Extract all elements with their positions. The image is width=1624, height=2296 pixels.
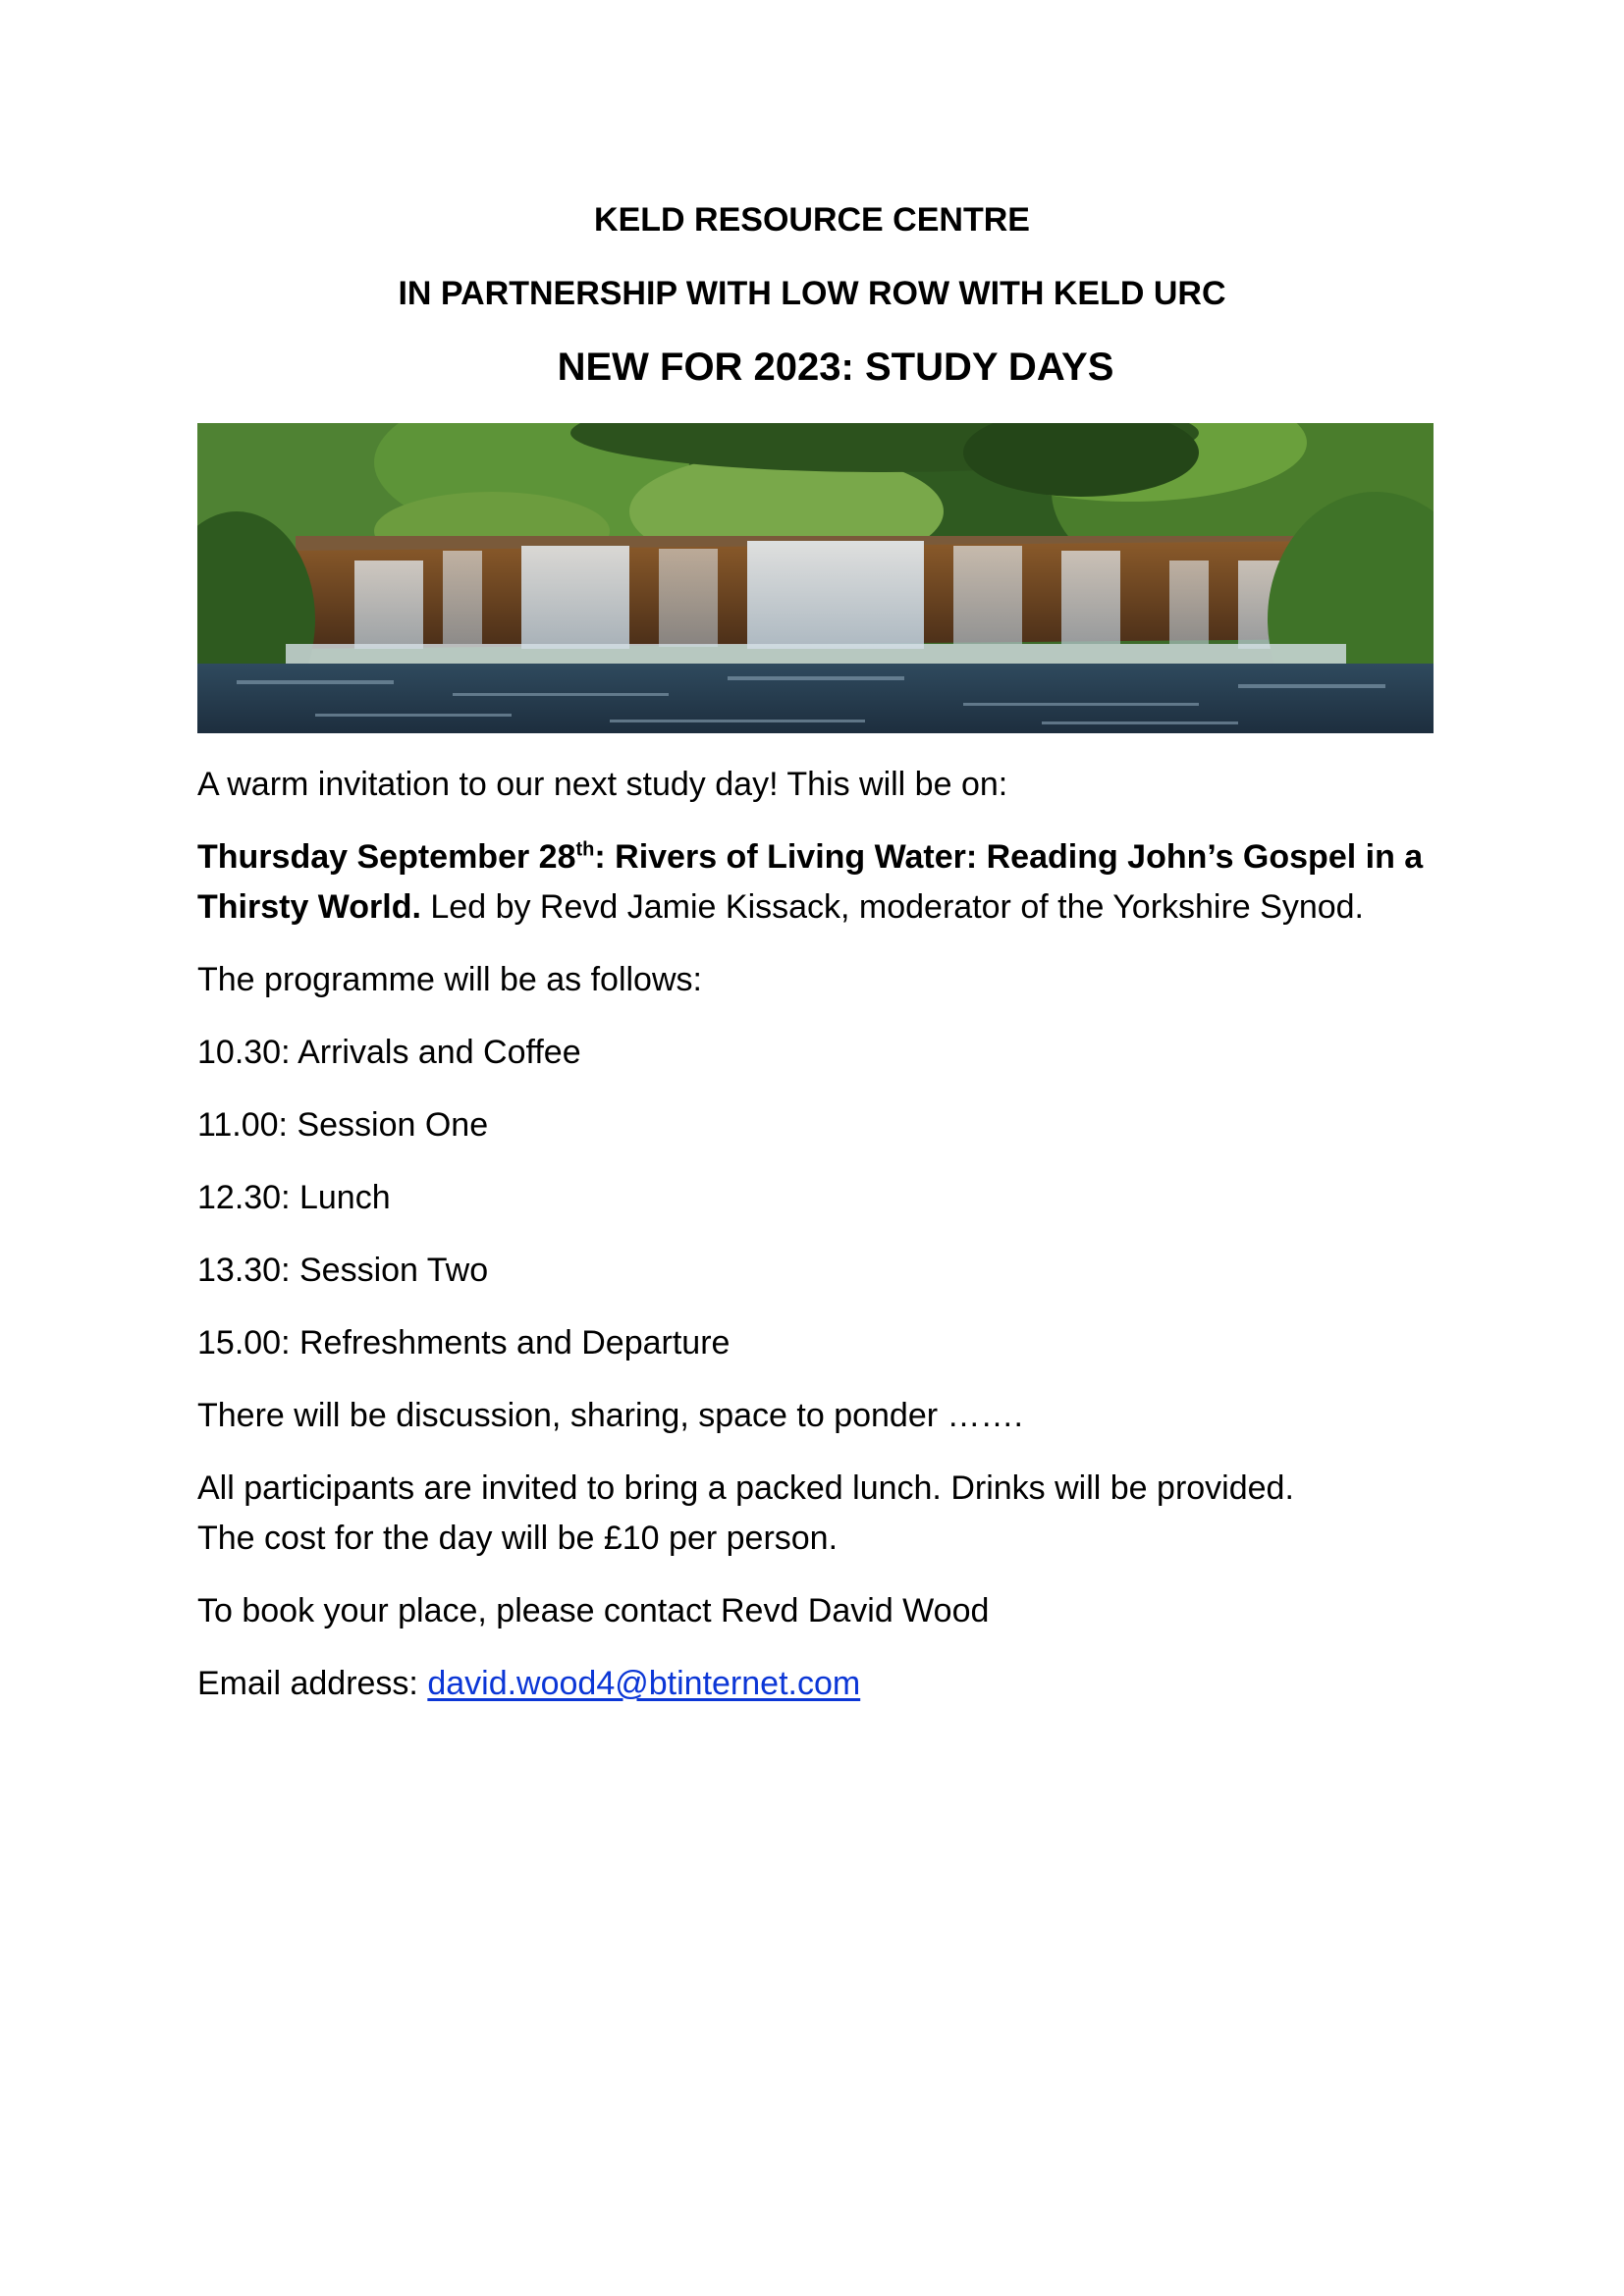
intro-text: A warm invitation to our next study day! This will be on:: [197, 766, 1008, 803]
partnership-heading: IN PARTNERSHIP WITH LOW ROW WITH KELD URC: [398, 275, 1226, 312]
programme-intro: The programme will be as follows:: [197, 961, 702, 998]
programme-item: 10.30: Arrivals and Coffee: [197, 1034, 581, 1071]
event-title-part-2: Thirsty World.: [197, 888, 421, 926]
event-title-part-1: : Rivers of Living Water: Reading John’s Gospel in a: [594, 838, 1424, 876]
event-day: Thursday September 28: [197, 838, 576, 876]
email-link[interactable]: david.wood4@btinternet.com: [427, 1665, 861, 1702]
page-title: NEW FOR 2023: STUDY DAYS: [557, 346, 1114, 389]
waterfall-photo: [197, 423, 1434, 733]
programme-item: 13.30: Session Two: [197, 1252, 489, 1289]
event-line-1: [197, 832, 1474, 882]
lunch-text: All participants are invited to bring a packed lunch. Drinks will be provided.: [197, 1469, 1294, 1507]
email-line: [197, 1659, 1474, 1709]
event-line-2: [197, 882, 1474, 933]
cost-text: The cost for the day will be £10 per person.: [197, 1520, 839, 1557]
booking-text: To book your place, please contact Revd David Wood: [197, 1592, 990, 1629]
discussion-text: There will be discussion, sharing, space to ponder …….: [197, 1397, 1023, 1434]
email-label: Email address:: [197, 1665, 428, 1702]
event-leader: Led by Revd Jamie Kissack, moderator of the Yorkshire Synod.: [420, 888, 1365, 926]
programme-item: 11.00: Session One: [197, 1106, 489, 1144]
organisation-heading: KELD RESOURCE CENTRE: [594, 201, 1030, 239]
programme-item: 12.30: Lunch: [197, 1179, 391, 1216]
programme-item: 15.00: Refreshments and Departure: [197, 1324, 731, 1362]
event-day-suffix: th: [575, 838, 595, 861]
